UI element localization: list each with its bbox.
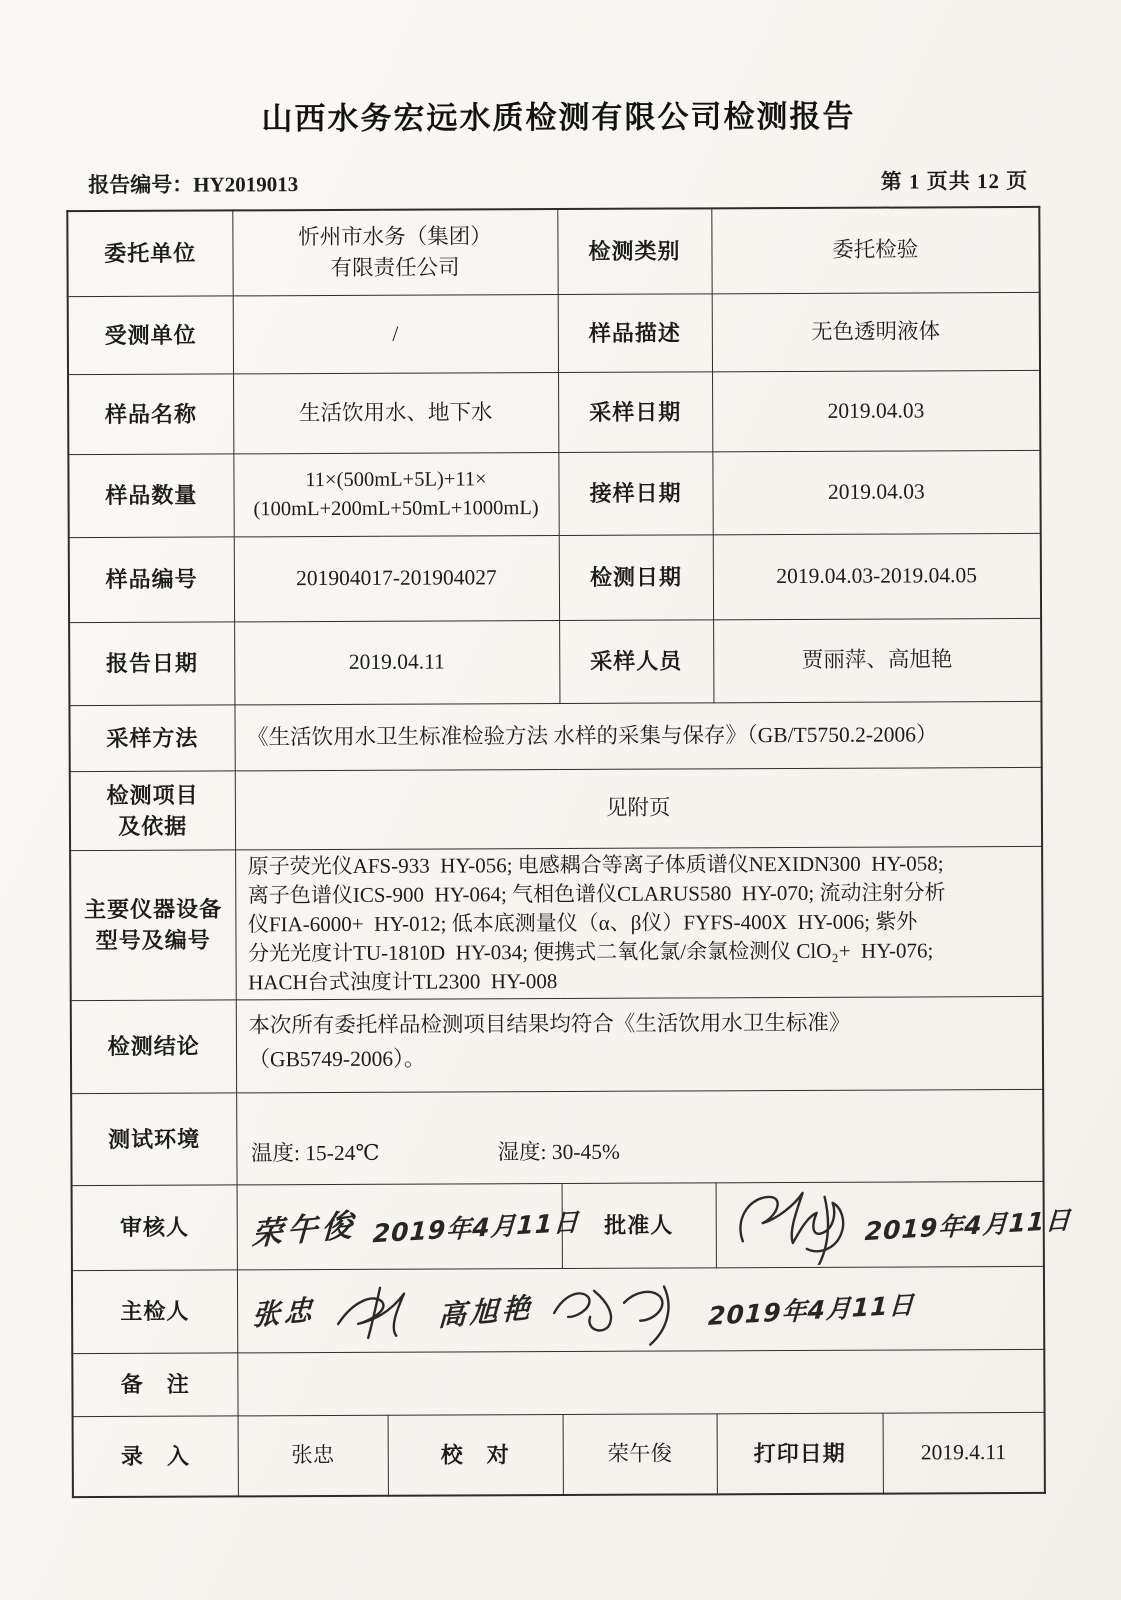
approver-signature-cell [716, 1181, 1072, 1267]
reviewer-signature: 荣午俊 [250, 1207, 357, 1254]
table-row [73, 1412, 1045, 1497]
category-label: 检测类别 [557, 208, 711, 294]
instruments-value: 原子荧光仪AFS-933 HY-056; 电感耦合等离子体质谱仪NEXIDN300 HY-058; 离子色谱仪ICS-900 HY-064; 气相色谱仪CLARUS580 HY-070; 流动注射分析 仪FIA-6000+ HY-012; 低本底测量仪（α、β仪）FYFS-400X HY-006; 紫外 分光光度计TU-1810D HY-034; 便携式二氧化氯/余氯检测仪 ClO₂+ HY-076; HACH台式浊度计TL2300 HY-008 [235, 846, 1043, 1000]
chief-signature-1: 张忠 [250, 1292, 317, 1332]
sampling-date-value: 2019.04.03 [712, 370, 1040, 451]
table-row [69, 618, 1041, 705]
print-date-value: 2019.4.11 [883, 1412, 1045, 1494]
environment-readings [241, 1106, 1039, 1166]
page-indicator: 第 1 页共 12 页 [880, 168, 1029, 194]
chief-sign-date: 2019年4月11日 [707, 1289, 915, 1331]
sample-no-label: 样品编号 [69, 536, 234, 622]
instruments-label: 主要仪器设备 型号及编号 [70, 849, 236, 1000]
items-value: 见附页 [235, 767, 1042, 850]
client-value: 忻州市水务（集团） 有限责任公司 [232, 209, 557, 295]
samplers-value: 贾丽萍、高旭艳 [713, 618, 1041, 702]
proofread-value: 荣午俊 [563, 1413, 717, 1495]
table-row [70, 767, 1042, 850]
entry-label: 录 入 [73, 1415, 238, 1497]
reviewer-signature-cell [237, 1183, 580, 1269]
environment-value [236, 1089, 1043, 1185]
approver-signature-scrawl-icon [726, 1184, 854, 1265]
temperature-value: 温度: 15-24℃ [250, 1140, 380, 1165]
report-header [66, 165, 1038, 199]
approver-sign-date: 2019年4月11日 [863, 1204, 1072, 1246]
receive-date-label: 接样日期 [558, 451, 712, 535]
sampling-date-label: 采样日期 [558, 371, 712, 452]
sample-name-label: 样品名称 [68, 373, 233, 454]
report-info-table [66, 206, 1072, 1498]
sample-qty-value: 11×(500mL+5L)+11× (100mL+200mL+50mL+1000mL) [233, 452, 558, 536]
table-row [67, 207, 1039, 296]
sample-name-value: 生活饮用水、地下水 [233, 372, 558, 453]
table-row [68, 370, 1040, 454]
environment-label: 测试环境 [71, 1092, 236, 1185]
table-row [72, 1349, 1044, 1416]
chief-signature-scrawl-icon [545, 1272, 695, 1347]
chief-inspector-signature-cell [237, 1266, 1044, 1353]
page-title: 山西水务宏远水质检测有限公司检测报告 [261, 98, 856, 138]
sample-qty-label: 样品数量 [68, 453, 233, 537]
table-row [70, 846, 1043, 1000]
conclusion-label: 检测结论 [71, 999, 236, 1093]
method-label: 采样方法 [69, 704, 234, 771]
sample-desc-value: 无色透明液体 [712, 292, 1040, 371]
samplers-label: 采样人员 [559, 619, 713, 703]
print-date-label: 打印日期 [717, 1413, 883, 1495]
chief-signature-scrawl-icon [327, 1281, 425, 1339]
category-value: 委托检验 [711, 207, 1039, 293]
table-row [68, 450, 1040, 537]
remarks-label: 备 注 [72, 1352, 237, 1416]
sample-desc-label: 样品描述 [558, 293, 712, 372]
receive-date-value: 2019.04.03 [712, 450, 1040, 534]
table-row [69, 701, 1041, 771]
reviewer-sign-date: 2019年4月11日 [371, 1206, 580, 1248]
table-row [71, 996, 1043, 1093]
proofread-label: 校 对 [388, 1414, 563, 1496]
sample-no-value: 201904017-201904027 [234, 535, 559, 621]
table-row [69, 533, 1041, 622]
remarks-value [237, 1349, 1044, 1416]
items-label: 检测项目 及依据 [70, 770, 235, 850]
chief-inspector-label: 主检人 [72, 1269, 237, 1353]
test-date-value: 2019.04.03-2019.04.05 [713, 533, 1041, 619]
table-row [68, 292, 1040, 374]
reviewer-label: 审核人 [72, 1184, 237, 1270]
tested-unit-value: / [233, 294, 558, 373]
entry-value: 张忠 [238, 1415, 388, 1497]
table-row [71, 1089, 1043, 1185]
test-date-label: 检测日期 [559, 534, 713, 620]
report-number-value: HY2019013 [193, 172, 299, 197]
table-row [72, 1181, 1044, 1270]
report-number [66, 168, 298, 199]
conclusion-value: 本次所有委托样品检测项目结果均符合《生活饮用水卫生标准》 （GB5749-2006）。 [236, 996, 1043, 1093]
method-value: 《生活饮用水卫生标准检验方法 水样的采集与保存》（GB/T5750.2-2006） [234, 701, 1041, 771]
report-date-value: 2019.04.11 [234, 620, 559, 704]
report-date-label: 报告日期 [69, 621, 234, 705]
tested-unit-label: 受测单位 [68, 295, 233, 374]
chief-signature-2: 高旭艳 [436, 1290, 535, 1333]
approver-label: 批准人 [562, 1182, 716, 1268]
report-number-label: 报告编号： [88, 172, 194, 198]
humidity-value: 湿度: 30-45% [497, 1139, 620, 1164]
client-label: 委托单位 [67, 210, 232, 296]
table-row [72, 1266, 1044, 1353]
